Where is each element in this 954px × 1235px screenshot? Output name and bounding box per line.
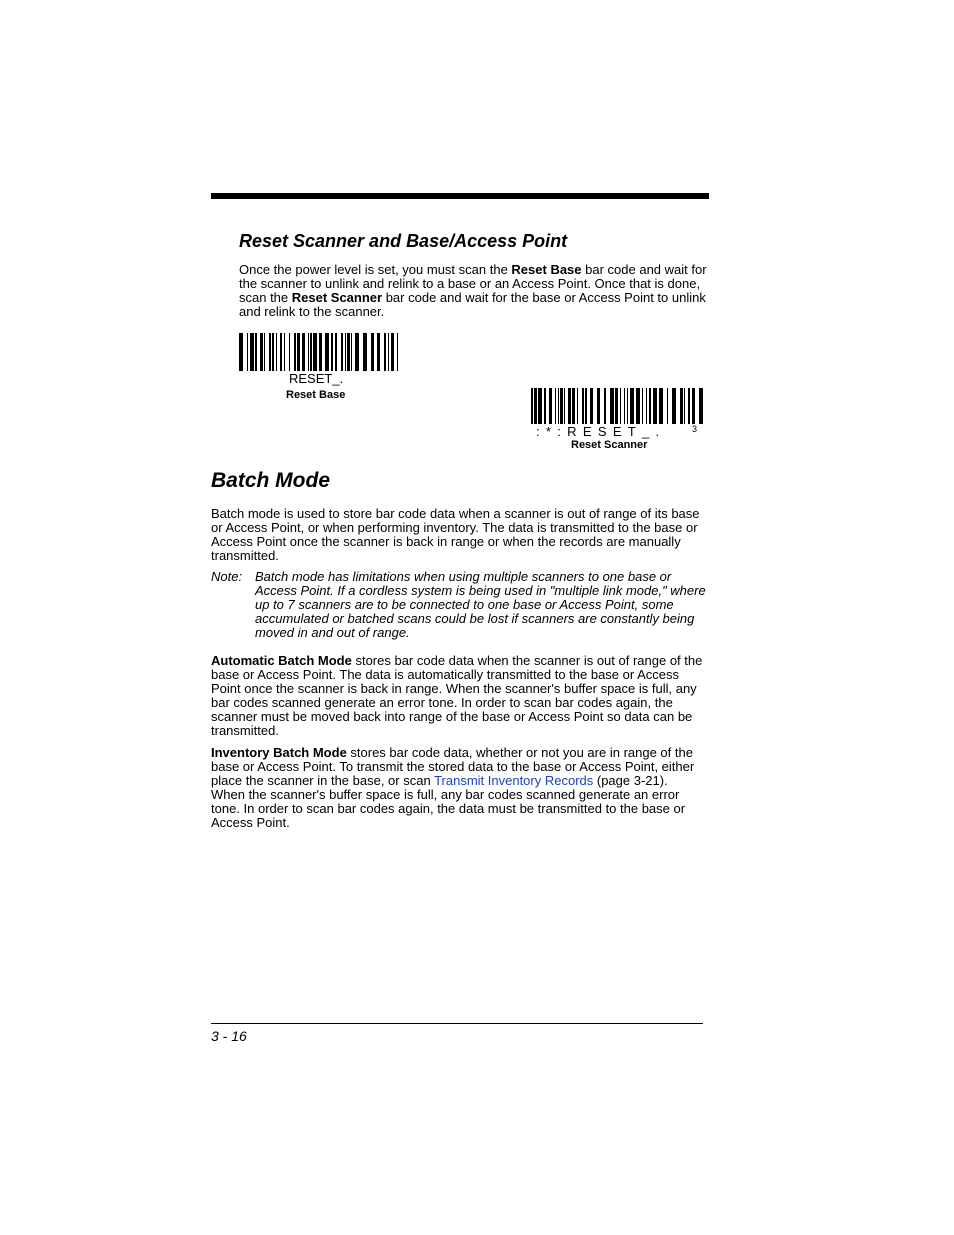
reset-paragraph: Once the power level is set, you must scan the Reset Base bar code and wait for the scanner to unlink and relink to a base or an Access Point. Once that is done, scan the Reset Scanner bar code and wait for the base or Access Point to unlink and relink to the scanner. xyxy=(239,262,707,319)
transmit-inventory-records-link[interactable]: Transmit Inventory Records xyxy=(434,773,594,788)
bottom-rule xyxy=(211,1023,703,1024)
reset-scanner-barcode[interactable] xyxy=(531,388,703,424)
top-rule xyxy=(211,193,709,199)
reset-scanner-caption: Reset Scanner xyxy=(571,439,648,451)
page-number: 3 - 16 xyxy=(211,1028,247,1044)
note-text: Batch mode has limitations when using multiple scanners to one base or Access Point. If a cordless system is being used in "multiple link mode," where up to 7 scanners are to be connected to one base or Access Point, some accumulated or batched scans could be lost if scanners are constantly being moved in and out of range. xyxy=(255,569,706,640)
note-label: Note: xyxy=(211,569,243,584)
reset-scanner-check-char: 3 xyxy=(692,424,698,434)
reset-base-barcode-text: RESET_. xyxy=(289,371,344,386)
reset-base-caption: Reset Base xyxy=(286,389,346,401)
inventory-batch-paragraph: Inventory Batch Mode stores bar code data, whether or not you are in range of the base or Access Point. To transmit the stored data to the base or Access Point, either place the scanner in the base, or scan Transmit Inventory Records (page 3-21). When the scanner's buffer space is full, any bar codes scanned generate an error tone. In order to scan bar codes again, the data must be transmitted to the base or Access Point. xyxy=(211,745,695,830)
automatic-batch-paragraph: Automatic Batch Mode stores bar code data when the scanner is out of range of the base or Access Point. The data is automatically transmitted to the base or Access Point once the scanner is back in range. When the scanner's buffer space is full, any bar codes scanned generate an error tone. In order to scan bar codes again, the scanner must be moved back into range of the base or Access Point so data can be transmitted. xyxy=(211,653,703,738)
section-title-batch: Batch Mode xyxy=(211,469,331,492)
reset-scanner-barcode-text: :*:RESET_. xyxy=(536,424,666,439)
reset-base-barcode[interactable] xyxy=(239,333,401,371)
batch-intro-paragraph: Batch mode is used to store bar code data when a scanner is out of range of its base or Access Point, or when performing inventory. The data is transmitted to the base or Access Point once the scanner is back in range or when the records are manually transmitted. xyxy=(211,506,700,563)
section-title-reset: Reset Scanner and Base/Access Point xyxy=(239,231,568,251)
